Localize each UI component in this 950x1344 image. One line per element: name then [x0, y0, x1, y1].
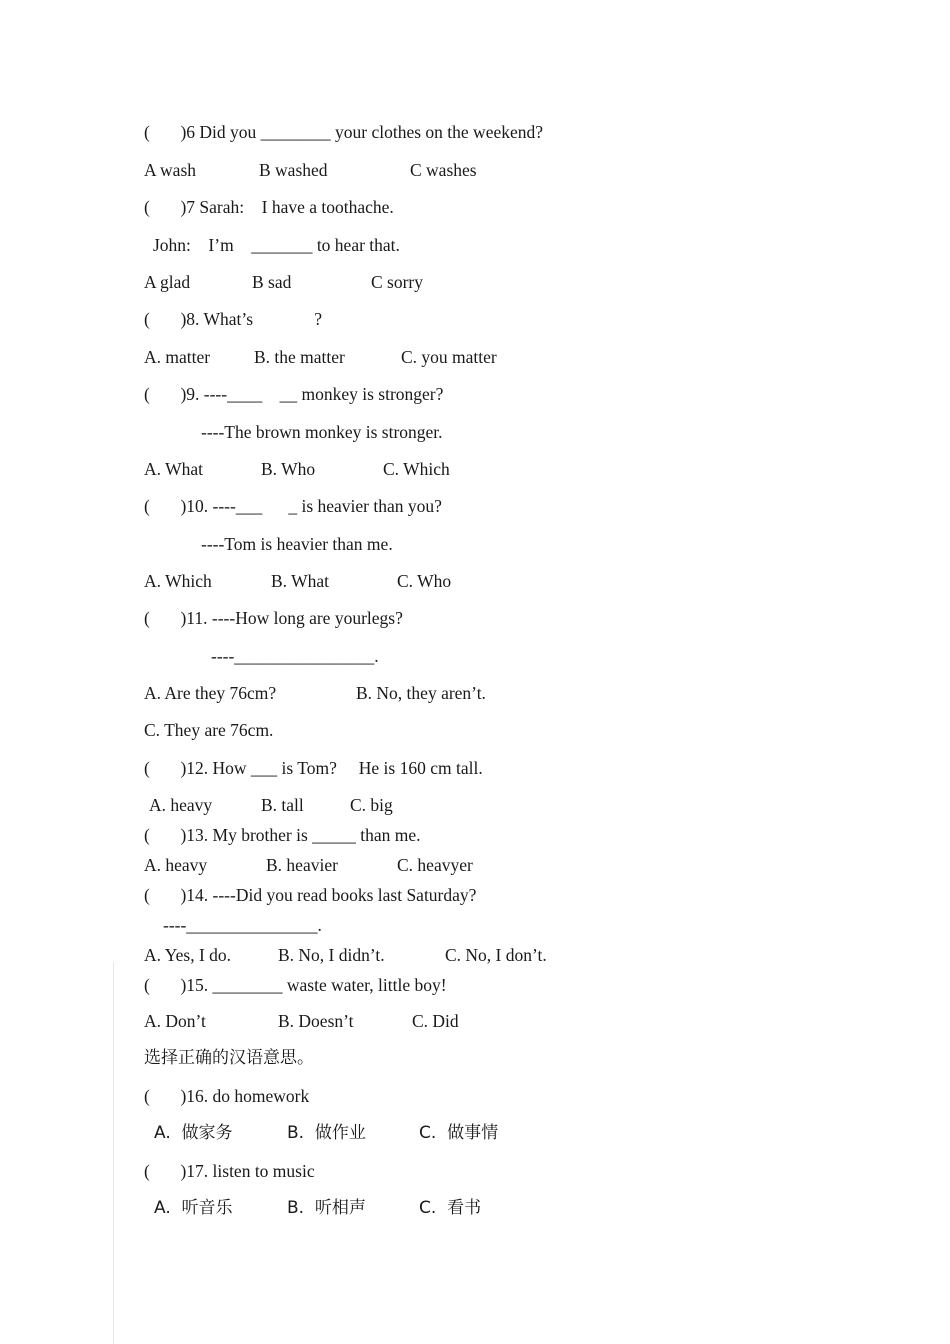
question-6: ( )6 Did you ________ your clothes on the weekend? — [144, 122, 544, 142]
question-9: ( )9. ----____ __ monkey is stronger? — [144, 384, 444, 404]
question-14-option-c: C. No, I don’t. — [445, 945, 547, 965]
question-11-option-b: B. No, they aren’t. — [356, 683, 486, 703]
question-17-option-b: B. 听相声 — [287, 1198, 366, 1218]
question-12-option-b: B. tall — [261, 795, 304, 815]
question-10: ( )10. ----___ _ is heavier than you? — [144, 496, 442, 516]
question-11-option-c: C. They are 76cm. — [144, 720, 274, 740]
question-14: ( )14. ----Did you read books last Saturday? — [144, 885, 477, 905]
question-7-option-a: A glad — [144, 272, 191, 292]
question-15: ( )15. ________ waste water, little boy! — [144, 975, 447, 995]
question-6-option-a: A wash — [144, 160, 197, 180]
question-8-option-c: C. you matter — [401, 347, 497, 367]
question-12-option-c: C. big — [350, 795, 393, 815]
question-12: ( )12. How ___ is Tom? He is 160 cm tall. — [144, 758, 483, 778]
question-9-option-b: B. Who — [261, 459, 316, 479]
question-14-option-b: B. No, I didn’t. — [278, 945, 385, 965]
question-10-option-b: B. What — [271, 571, 330, 591]
question-17: ( )17. listen to music — [144, 1161, 315, 1181]
question-8: ( )8. What’s ? — [144, 309, 323, 329]
question-16: ( )16. do homework — [144, 1086, 310, 1106]
question-10-option-a: A. Which — [144, 571, 212, 591]
question-16-option-b: B. 做作业 — [287, 1123, 366, 1143]
question-16-option-c: C. 做事情 — [419, 1123, 499, 1143]
question-11-option-a: A. Are they 76cm? — [144, 683, 277, 703]
question-8-option-b: B. the matter — [254, 347, 345, 367]
question-9-answer-line: ----The brown monkey is stronger. — [201, 422, 443, 442]
question-7-option-b: B sad — [252, 272, 292, 292]
section-heading: 选择正确的汉语意思。 — [144, 1048, 314, 1068]
question-9-option-a: A. What — [144, 459, 203, 479]
question-15-option-c: C. Did — [412, 1011, 459, 1031]
question-7: ( )7 Sarah: I have a toothache. — [144, 197, 394, 217]
question-8-option-a: A. matter — [144, 347, 211, 367]
question-10-option-c: C. Who — [397, 571, 452, 591]
question-6-option-b: B washed — [259, 160, 328, 180]
question-15-option-a: A. Don’t — [144, 1011, 206, 1031]
question-6-option-c: C washes — [410, 160, 477, 180]
question-9-option-c: C. Which — [383, 459, 450, 479]
question-11-answer-line: ----________________. — [211, 646, 379, 666]
question-15-option-b: B. Doesn’t — [278, 1011, 354, 1031]
question-10-answer-line: ----Tom is heavier than me. — [201, 534, 393, 554]
question-7-option-c: C sorry — [371, 272, 424, 292]
question-17-option-a: A. 听音乐 — [154, 1198, 233, 1218]
question-11: ( )11. ----How long are yourlegs? — [144, 608, 403, 628]
question-13-option-c: C. heavyer — [397, 855, 473, 875]
question-7-dialogue: John: I’m _______ to hear that. — [153, 235, 400, 255]
question-13-option-a: A. heavy — [144, 855, 208, 875]
question-16-option-a: A. 做家务 — [154, 1123, 233, 1143]
question-14-option-a: A. Yes, I do. — [144, 945, 232, 965]
page-edge-line — [113, 962, 114, 1344]
question-13: ( )13. My brother is _____ than me. — [144, 825, 421, 845]
question-14-answer-line: ----_______________. — [163, 915, 322, 935]
question-13-option-b: B. heavier — [266, 855, 338, 875]
question-12-option-a: A. heavy — [149, 795, 213, 815]
question-17-option-c: C. 看书 — [419, 1198, 482, 1218]
